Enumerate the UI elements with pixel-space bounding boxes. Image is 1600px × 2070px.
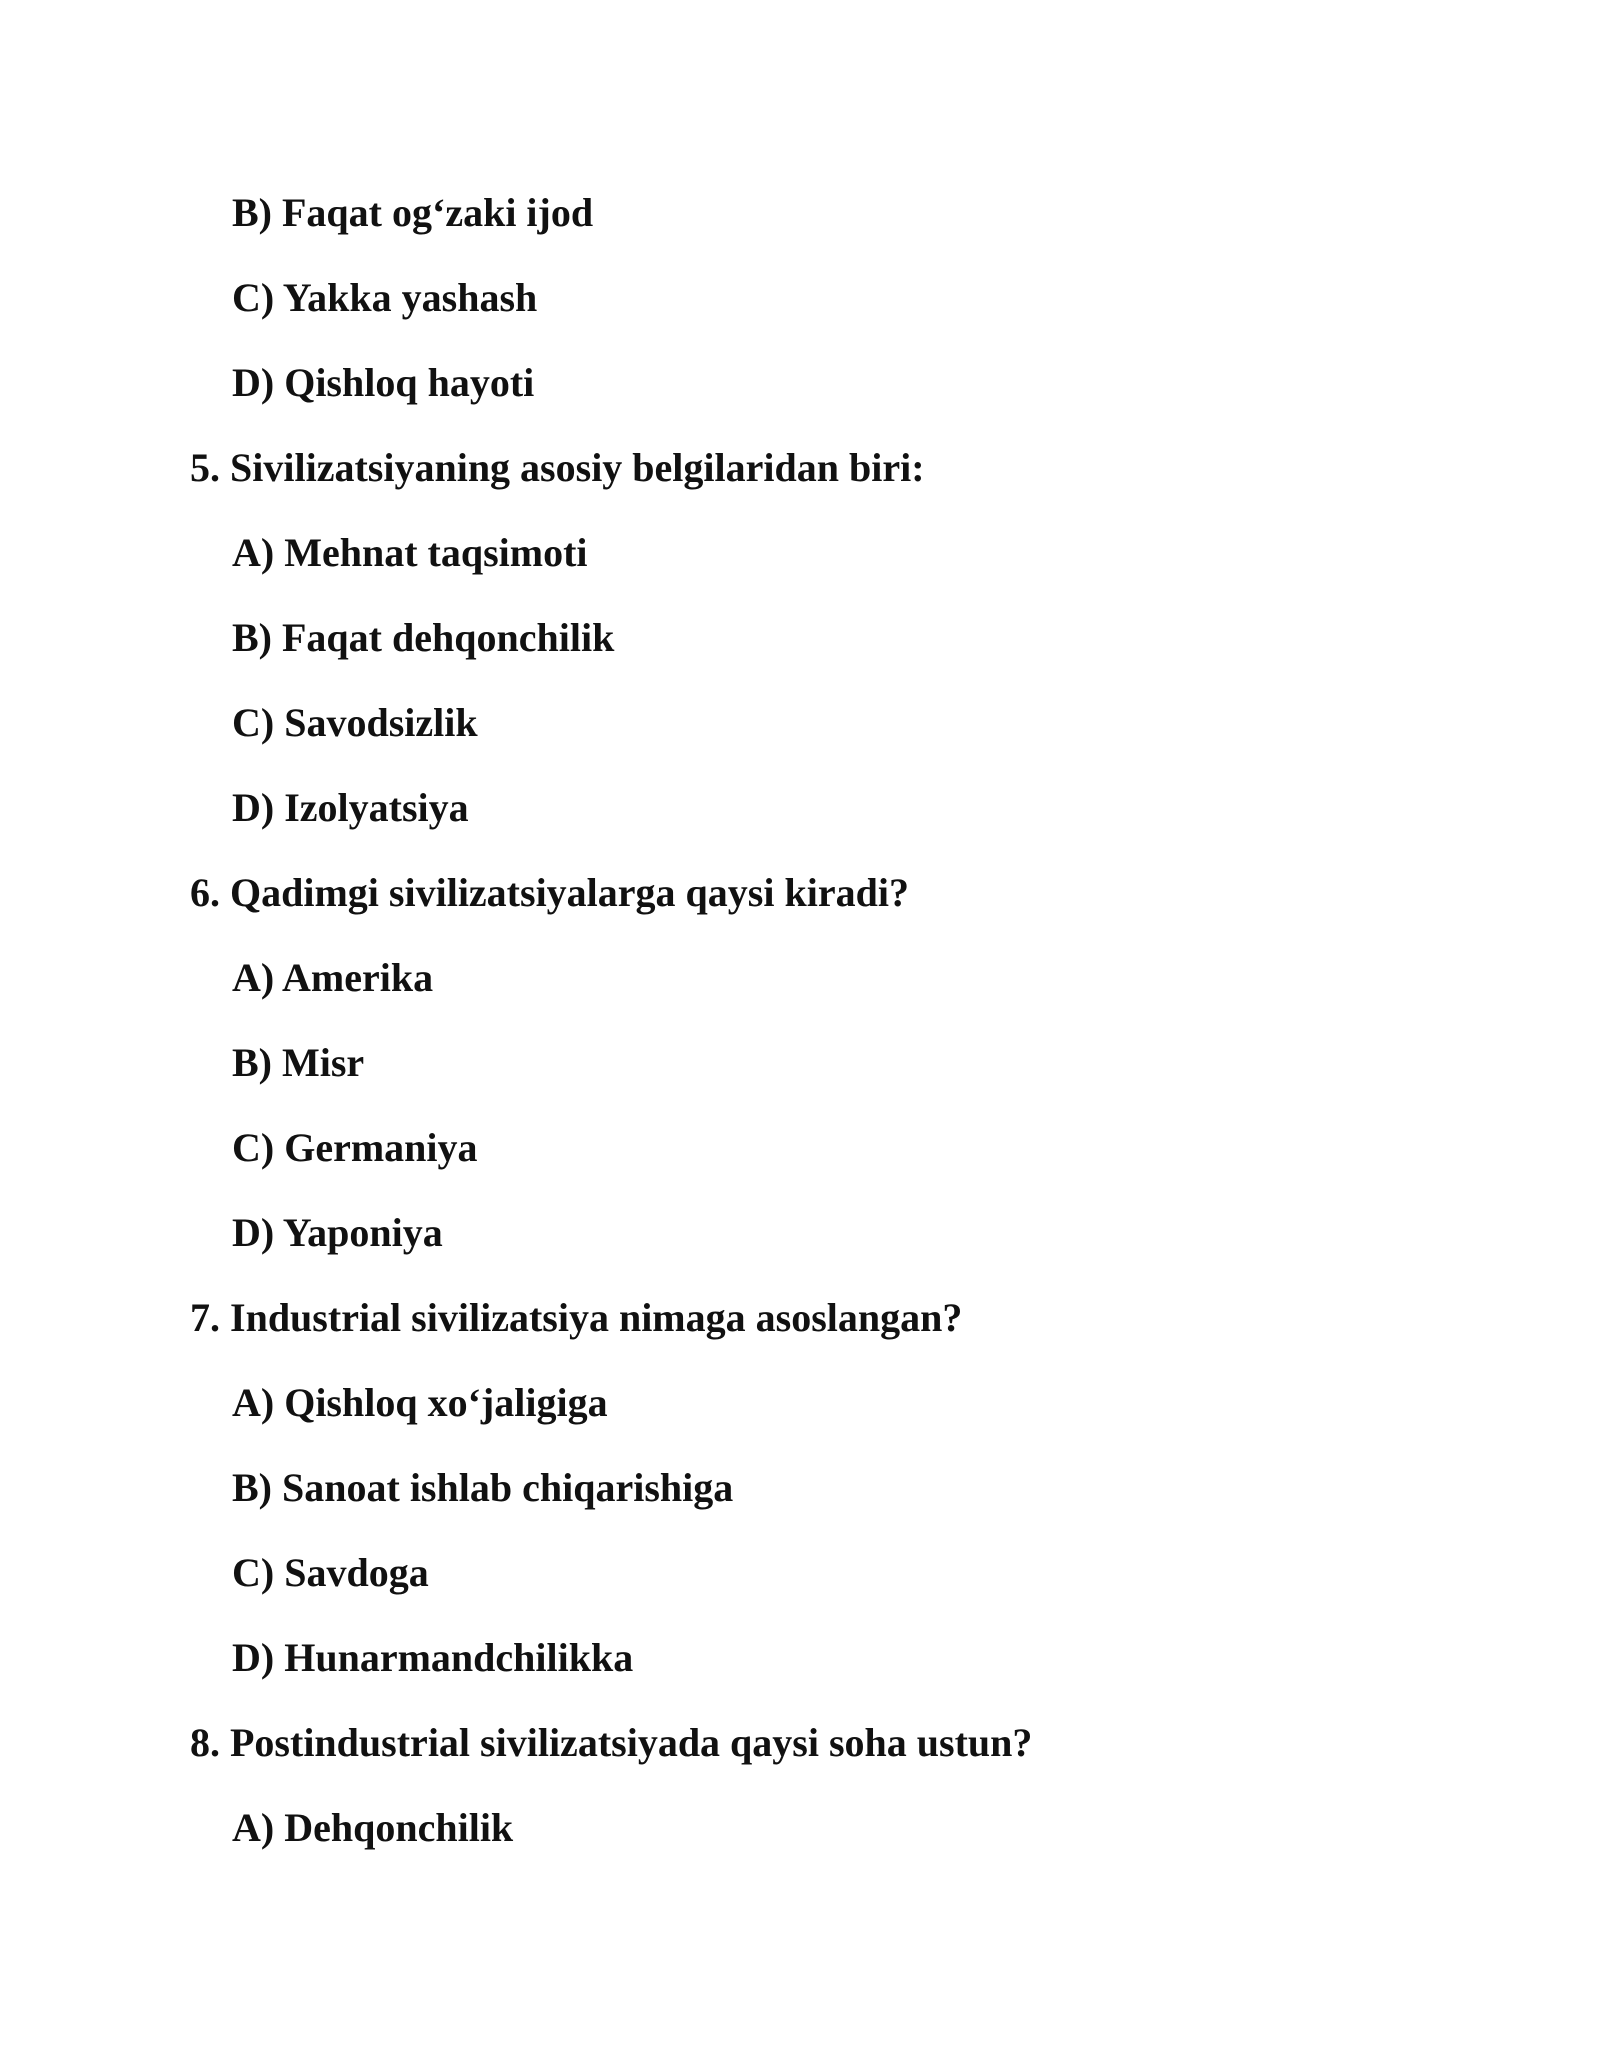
- answer-option: D) Qishloq hayoti: [232, 360, 535, 405]
- answer-option: B) Sanoat ishlab chiqarishiga: [232, 1465, 734, 1510]
- question-heading: 8. Postindustrial sivilizatsiyada qaysi soha ustun?: [190, 1720, 1033, 1765]
- answer-option: D) Izolyatsiya: [232, 785, 469, 830]
- answer-option: C) Savodsizlik: [232, 700, 478, 745]
- answer-option: D) Hunarmandchilikka: [232, 1635, 634, 1680]
- question-heading: 6. Qadimgi sivilizatsiyalarga qaysi kiradi?: [190, 870, 909, 915]
- answer-option: A) Qishloq xo‘jaligiga: [232, 1380, 608, 1425]
- question-heading: 7. Industrial sivilizatsiya nimaga asoslangan?: [190, 1295, 963, 1340]
- question-heading: 5. Sivilizatsiyaning asosiy belgilaridan biri:: [190, 445, 925, 490]
- document-body: [190, 182, 1440, 1882]
- answer-option: B) Misr: [232, 1040, 365, 1085]
- answer-option: C) Savdoga: [232, 1550, 429, 1595]
- answer-option: A) Mehnat taqsimoti: [232, 530, 588, 575]
- answer-option: C) Yakka yashash: [232, 275, 538, 320]
- answer-option: D) Yaponiya: [232, 1210, 443, 1255]
- answer-option: C) Germaniya: [232, 1125, 478, 1170]
- answer-option: A) Amerika: [232, 955, 434, 1000]
- answer-option: A) Dehqonchilik: [232, 1805, 514, 1850]
- answer-option: B) Faqat dehqonchilik: [232, 615, 615, 660]
- answer-option: B) Faqat og‘zaki ijod: [232, 190, 594, 235]
